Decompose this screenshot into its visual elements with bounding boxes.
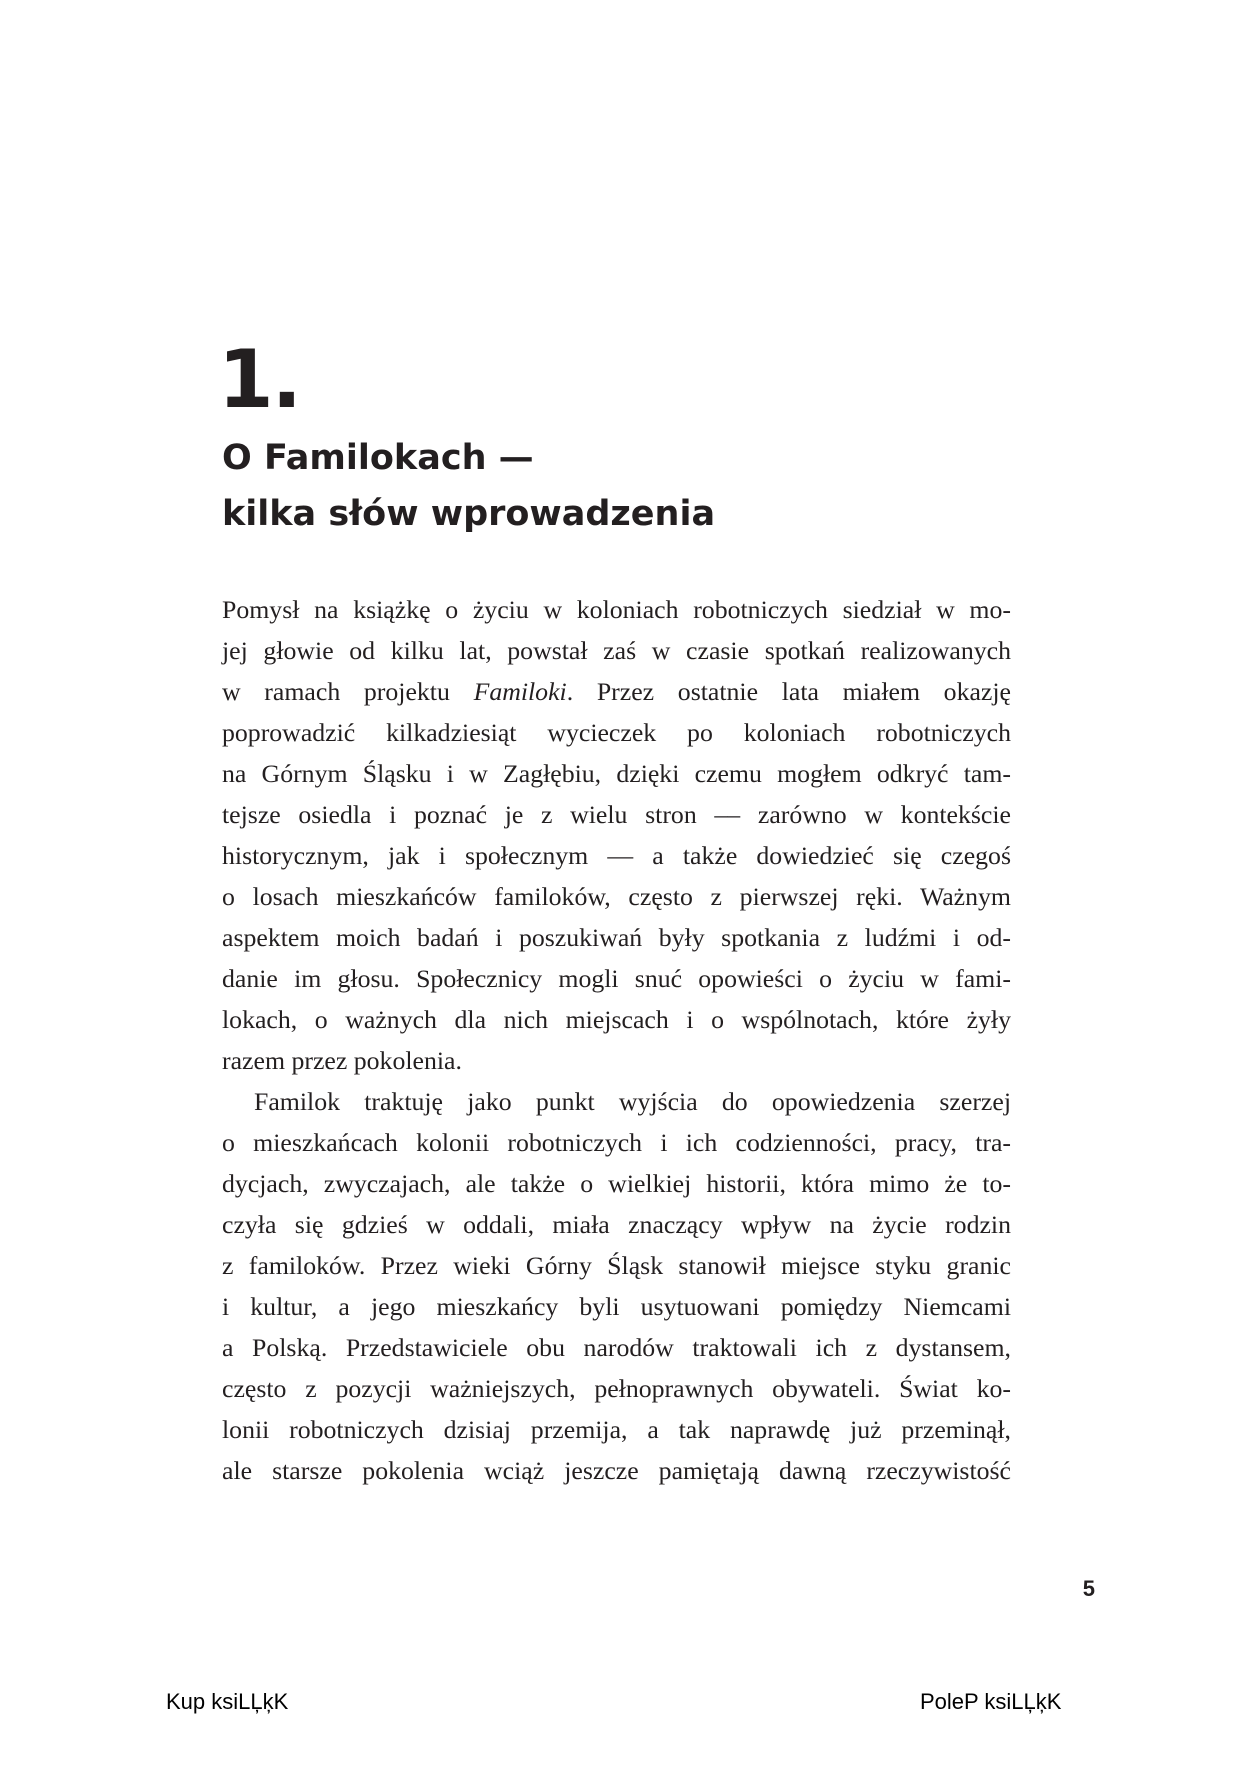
text-line: często z pozycji ważniejszych, pełnoprawnych obywateli. Świat ko- xyxy=(222,1374,1011,1403)
text-line: z familoków. Przez wieki Górny Śląsk stanowił miejsce styku granic xyxy=(222,1251,1011,1280)
buy-book-link[interactable]: Kup ksiLĻķK xyxy=(166,1689,289,1714)
text-line: Familok traktuję jako punkt wyjścia do opowiedzenia szerzej xyxy=(254,1087,1011,1116)
page-number: 5 xyxy=(1082,1576,1095,1601)
text-line: lokach, o ważnych dla nich miejscach i o wspólnotach, które żyły xyxy=(222,1005,1011,1034)
text-line: i kultur, a jego mieszkańcy byli usytuowani pomiędzy Niemcami xyxy=(222,1292,1011,1321)
recommend-book-link[interactable]: PoleP ksiLĻķK xyxy=(920,1689,1062,1714)
text-line: ale starsze pokolenia wciąż jeszcze pamiętają dawną rzeczywistość xyxy=(222,1456,1011,1485)
paragraph-2 xyxy=(222,1081,1011,1491)
text-fragment: . Przez ostatnie lata miałem okazję xyxy=(566,677,1011,706)
chapter-title-line-1: O Familokach — xyxy=(222,438,534,478)
text-line: aspektem moich badań i poszukiwań były spotkania z ludźmi i od- xyxy=(222,923,1011,952)
text-line: o mieszkańcach kolonii robotniczych i ich codzienności, pracy, tra- xyxy=(222,1128,1011,1157)
body-text xyxy=(222,589,1011,1491)
text-line: dycjach, zwyczajach, ale także o wielkiej historii, która mimo że to- xyxy=(222,1169,1011,1198)
chapter-number: 1. xyxy=(218,333,301,426)
text-line: tejsze osiedla i poznać je z wielu stron –– zarówno w kontekście xyxy=(222,800,1011,829)
text-line xyxy=(222,671,1011,712)
text-line: razem przez pokolenia. xyxy=(222,1046,462,1075)
text-line: historycznym, jak i społecznym — a także dowiedzieć się czegoś xyxy=(222,841,1011,870)
chapter-title-line-2: kilka słów wprowadzenia xyxy=(222,494,716,534)
italic-title: Familoki xyxy=(473,677,567,706)
text-line: na Górnym Śląsku i w Zagłębiu, dzięki czemu mogłem odkryć tam- xyxy=(222,759,1011,788)
text-line: o losach mieszkańców familoków, często z pierwszej ręki. Ważnym xyxy=(222,882,1011,911)
text-line: danie im głosu. Społecznicy mogli snuć opowieści o życiu w fami- xyxy=(222,964,1011,993)
text-line: czyła się gdzieś w oddali, miała znaczący wpływ na życie rodzin xyxy=(222,1210,1011,1239)
chapter-title xyxy=(222,430,715,542)
text-line: a Polską. Przedstawiciele obu narodów traktowali ich z dystansem, xyxy=(222,1333,1011,1362)
text-line: lonii robotniczych dzisiaj przemija, a tak naprawdę już przeminął, xyxy=(222,1415,1011,1444)
text-fragment: w ramach projektu xyxy=(222,677,474,706)
text-line: Pomysł na książkę o życiu w koloniach robotniczych siedział w mo- xyxy=(222,595,1011,624)
paragraph-1 xyxy=(222,589,1011,1081)
text-line: poprowadzić kilkadziesiąt wycieczek po koloniach robotniczych xyxy=(222,718,1011,747)
text-line: jej głowie od kilku lat, powstał zaś w czasie spotkań realizowanych xyxy=(222,636,1011,665)
